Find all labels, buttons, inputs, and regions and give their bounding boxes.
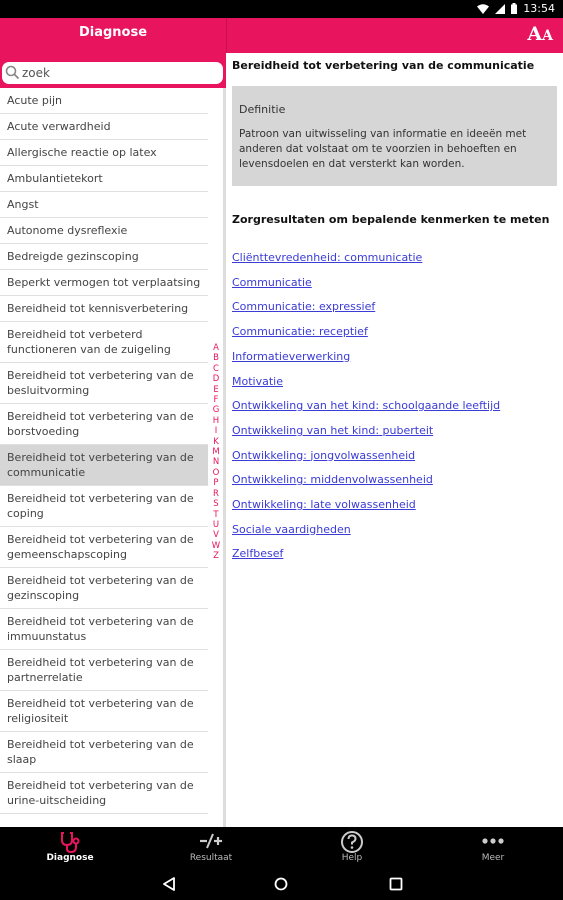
font-size-button[interactable] (527, 23, 553, 45)
system-nav-bar (0, 869, 563, 900)
font-size-small-glyph: A (542, 28, 553, 44)
list-header (0, 18, 226, 88)
outcome-link[interactable]: Ontwikkeling: middenvolwassenheid (232, 473, 433, 487)
alphabet-letter[interactable]: E (213, 384, 219, 395)
diagnosis-item[interactable]: Bereidheid tot verbetering van de besluitvorming (0, 363, 208, 404)
bottom-tab-bar (0, 827, 563, 869)
tab-resultaat[interactable] (141, 827, 281, 869)
alphabet-letter[interactable]: N (212, 457, 220, 468)
outcome-link[interactable]: Communicatie (232, 275, 312, 289)
tab-label: Help (341, 853, 363, 863)
alphabet-letter[interactable]: A (213, 343, 219, 353)
alphabet-letter[interactable]: D (212, 374, 220, 385)
home-icon[interactable] (274, 877, 288, 891)
alphabet-index[interactable] (208, 343, 224, 562)
outcome-link[interactable]: Ontwikkeling: late volwassenheid (232, 498, 416, 511)
definition-label: Definitie (239, 103, 286, 116)
search-icon (5, 65, 20, 80)
diagnosis-item[interactable]: Bereidheid tot verbetering van de religiositeit (0, 691, 208, 732)
page-title: Diagnose (78, 25, 148, 40)
alphabet-letter[interactable]: P (213, 478, 219, 489)
alphabet-letter[interactable]: C (213, 363, 219, 374)
diagnosis-item[interactable]: Autonome dysreflexie (0, 218, 208, 244)
outcome-link[interactable]: Ontwikkeling van het kind: puberteit (232, 423, 434, 437)
wifi-icon (477, 4, 489, 14)
detail-heading: Bereidheid tot verbetering van de communicatie (232, 59, 535, 72)
detail-panel (230, 53, 563, 827)
search-input[interactable] (22, 64, 217, 82)
alphabet-letter[interactable]: B (213, 353, 219, 364)
alphabet-letter[interactable]: V (213, 530, 219, 541)
status-time: 13:54 (523, 2, 555, 15)
font-size-large-glyph: A (527, 23, 543, 45)
definition-text: Patroon van uitwisseling van informatie en ideeën met anderen dat volstaat om te voorzien in behoeften en levensdoelen en dat versterkt kan worden. (239, 128, 527, 170)
alphabet-letter[interactable]: S (213, 499, 219, 510)
diagnosis-item[interactable]: Bereidheid tot verbetering van de gemeenschapscoping (0, 527, 208, 568)
help-circle-icon (340, 831, 364, 853)
tab-label: Meer (481, 853, 505, 863)
search-box[interactable] (2, 62, 223, 84)
stethoscope-icon (58, 831, 82, 853)
back-icon[interactable] (162, 877, 176, 891)
more-dots-icon (481, 831, 505, 851)
tab-label: Diagnose (46, 853, 94, 863)
status-bar (0, 0, 563, 18)
alphabet-letter[interactable]: Z (213, 551, 219, 562)
diagnosis-item[interactable]: Bereidheid tot verbetering van de borstvoeding (0, 404, 208, 445)
diagnosis-item[interactable]: Bereidheid tot kennisverbetering (0, 296, 208, 322)
diagnosis-item[interactable]: Bereidheid tot verbetering van de slaap (0, 732, 208, 773)
alphabet-letter[interactable]: R (213, 488, 219, 499)
alphabet-letter[interactable]: W (211, 540, 221, 551)
outcome-link[interactable]: Communicatie: receptief (232, 325, 368, 339)
recents-icon[interactable] (389, 877, 403, 891)
tab-meer[interactable] (423, 827, 563, 869)
alphabet-letter[interactable]: M (212, 447, 220, 458)
diagnosis-item[interactable]: Bereidheid tot verbeterd functioneren van de zuigeling (0, 322, 208, 363)
alphabet-letter[interactable]: U (212, 519, 220, 530)
outcome-link[interactable]: Motivatie (232, 374, 283, 388)
alphabet-letter[interactable]: T (213, 509, 219, 520)
diagnosis-item[interactable]: Ambulantietekort (0, 166, 208, 192)
alphabet-letter[interactable]: O (212, 467, 220, 478)
detail-header (226, 18, 563, 53)
outcome-link[interactable]: Ontwikkeling van het kind: schoolgaande leeftijd (232, 399, 501, 413)
outcomes-heading: Zorgresultaten om bepalende kenmerken te meten (232, 213, 550, 226)
outcome-link[interactable]: Ontwikkeling: jongvolwassenheid (232, 448, 416, 462)
tab-label: Resultaat (189, 853, 233, 863)
diagnosis-item[interactable]: Bereidheid tot verbetering van de partnerrelatie (0, 650, 208, 691)
alphabet-letter[interactable]: I (214, 426, 218, 437)
diagnosis-item[interactable]: Bereidheid tot verbetering van de urine-uitscheiding (0, 773, 208, 814)
diagnosis-item[interactable]: Acute verwardheid (0, 114, 208, 140)
outcome-link[interactable]: Communicatie: expressief (232, 300, 376, 314)
diagnosis-item[interactable]: Bereidheid tot verbetering van de immuunstatus (0, 609, 208, 650)
diagnosis-item[interactable]: Bereidheid tot verbetering van de gezinscoping (0, 568, 208, 609)
battery-icon (511, 3, 517, 14)
outcome-link[interactable]: Informatieverwerking (232, 349, 351, 363)
outcome-link[interactable]: Sociale vaardigheden (232, 522, 351, 536)
outcome-link[interactable]: Zelfbesef (232, 547, 284, 561)
alphabet-letter[interactable]: G (212, 405, 220, 416)
diagnosis-item[interactable]: Bereidheid tot verbetering van de communicatie (0, 445, 208, 486)
outcome-link[interactable]: Cliënttevredenheid: communicatie (232, 251, 423, 264)
minus-plus-icon (199, 831, 223, 851)
diagnosis-item[interactable]: Bedreigde gezinscoping (0, 244, 208, 270)
diagnosis-item[interactable]: Acute pijn (0, 88, 208, 114)
alphabet-letter[interactable]: F (213, 395, 219, 406)
alphabet-letter[interactable]: K (213, 436, 219, 447)
diagnosis-item[interactable]: Angst (0, 192, 208, 218)
diagnosis-item[interactable]: Allergische reactie op latex (0, 140, 208, 166)
diagnosis-item[interactable]: Bereidheid tot verbetering van de coping (0, 486, 208, 527)
signal-icon (495, 4, 505, 14)
alphabet-letter[interactable]: H (212, 415, 220, 426)
diagnosis-list[interactable] (0, 88, 226, 827)
diagnosis-item[interactable]: Beperkt vermogen tot verplaatsing (0, 270, 208, 296)
tab-help[interactable] (282, 827, 422, 869)
tab-diagnose[interactable] (0, 827, 140, 869)
definition-box (232, 86, 557, 186)
